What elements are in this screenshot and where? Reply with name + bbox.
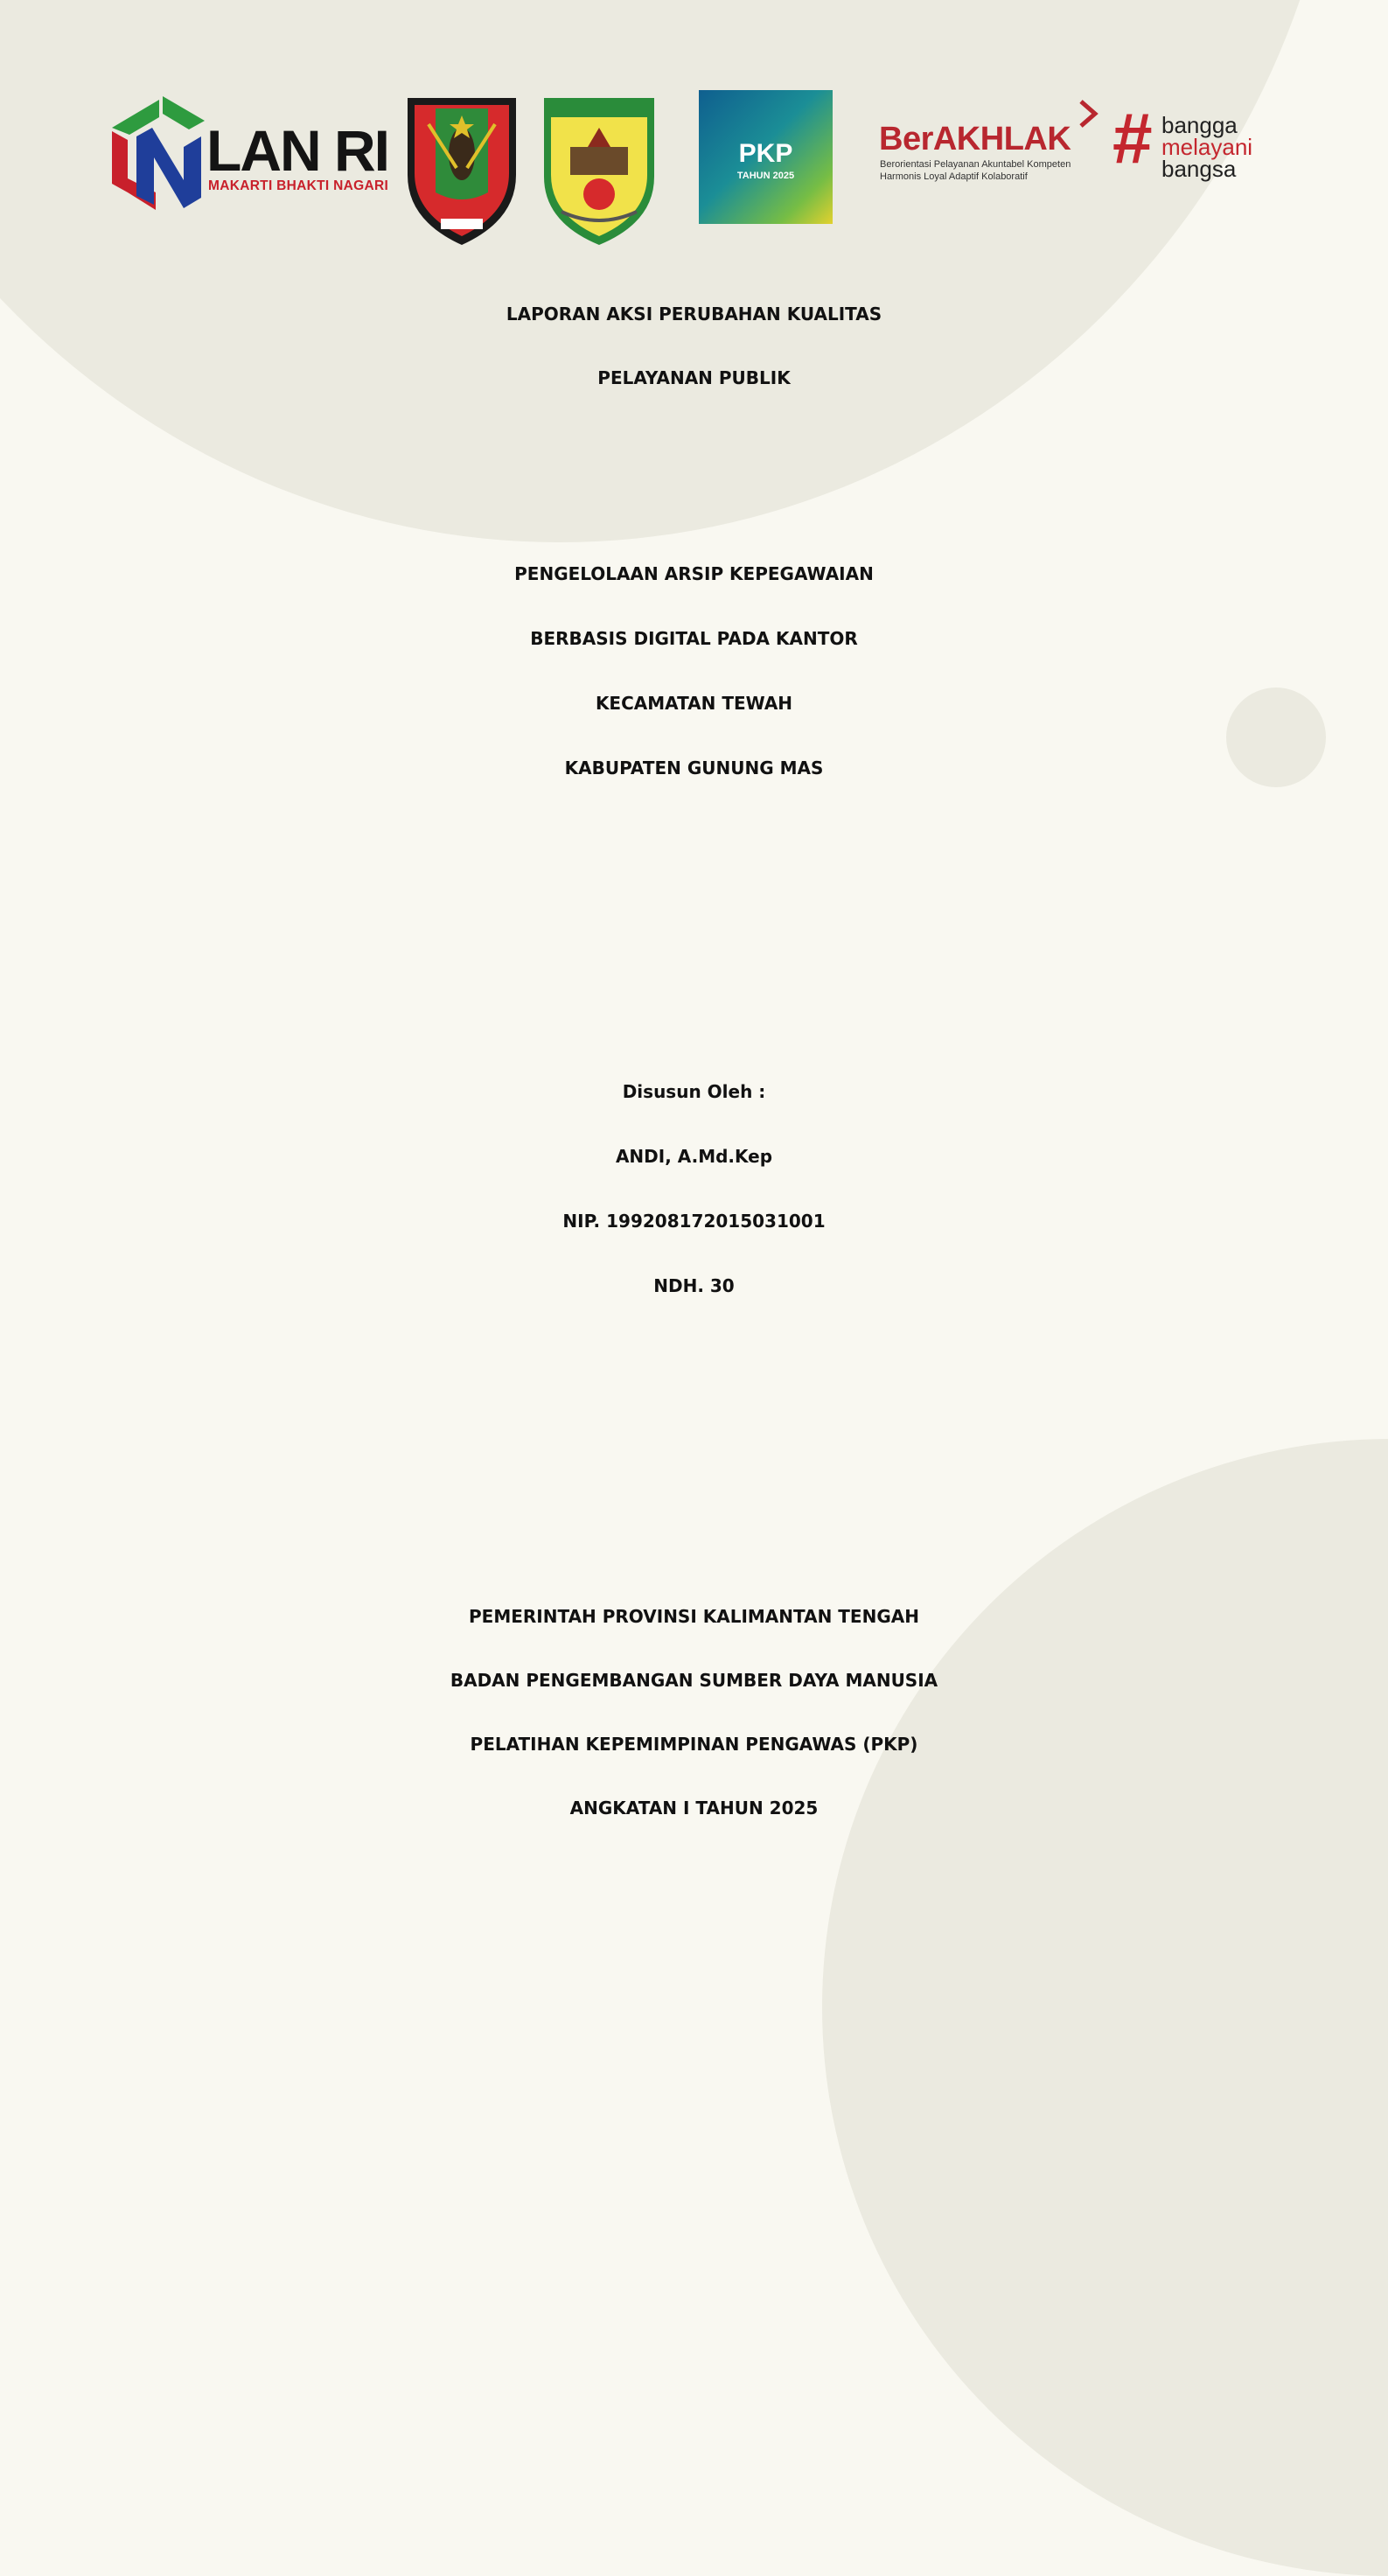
gunung-mas-shield-icon — [539, 89, 659, 248]
berakhlak-line-1: Berorientasi Pelayanan Akuntabel Kompeten — [880, 159, 1071, 170]
berakhlak-title: BerAKHLAK — [879, 121, 1071, 157]
kalteng-shield-icon — [402, 89, 521, 248]
pkp-badge-title: PKP — [738, 139, 793, 168]
background-shape-top — [0, 0, 1347, 542]
author-nip: NIP. 199208172015031001 — [562, 1211, 826, 1232]
author-name: ANDI, A.Md.Kep — [615, 1146, 773, 1167]
lan-ri-emblem-icon — [110, 94, 208, 217]
pkp-badge — [699, 90, 833, 224]
institution-line-4: ANGKATAN I TAHUN 2025 — [569, 1798, 819, 1819]
report-title-line-2: PELAYANAN PUBLIK — [597, 367, 791, 388]
lan-ri-logo — [110, 94, 390, 217]
slogan-word-2: melayani — [1161, 134, 1253, 160]
berakhlak-chevron-icon — [1078, 100, 1099, 128]
institution-line-3: PELATIHAN KEPEMIMPINAN PENGAWAS (PKP) — [470, 1734, 918, 1755]
berakhlak-line-2: Harmonis Loyal Adaptif Kolaboratif — [880, 171, 1028, 182]
lan-ri-subtitle: MAKARTI BHAKTI NAGARI — [208, 178, 389, 193]
topic-line-4: KABUPATEN GUNUNG MAS — [564, 757, 824, 778]
slogan-word-1: bangga — [1161, 112, 1238, 138]
pkp-badge-year: TAHUN 2025 — [736, 171, 795, 181]
hashtag-icon: # — [1112, 99, 1153, 178]
report-title-line-1: LAPORAN AKSI PERUBAHAN KUALITAS — [506, 304, 882, 325]
lan-ri-title: LAN RI — [206, 118, 388, 183]
topic-line-1: PENGELOLAAN ARSIP KEPEGAWAIAN — [514, 563, 874, 584]
institution-line-1: PEMERINTAH PROVINSI KALIMANTAN TENGAH — [469, 1606, 919, 1627]
author-label: Disusun Oleh : — [622, 1081, 766, 1102]
kalteng-crest — [402, 89, 521, 248]
topic-line-2: BERBASIS DIGITAL PADA KANTOR — [530, 628, 858, 649]
gunung-mas-crest — [539, 89, 659, 248]
slogan-word-3: bangsa — [1161, 156, 1237, 182]
topic-line-3: KECAMATAN TEWAH — [595, 693, 793, 714]
institution-line-2: BADAN PENGEMBANGAN SUMBER DAYA MANUSIA — [450, 1670, 938, 1691]
author-ndh: NDH. 30 — [653, 1275, 735, 1296]
